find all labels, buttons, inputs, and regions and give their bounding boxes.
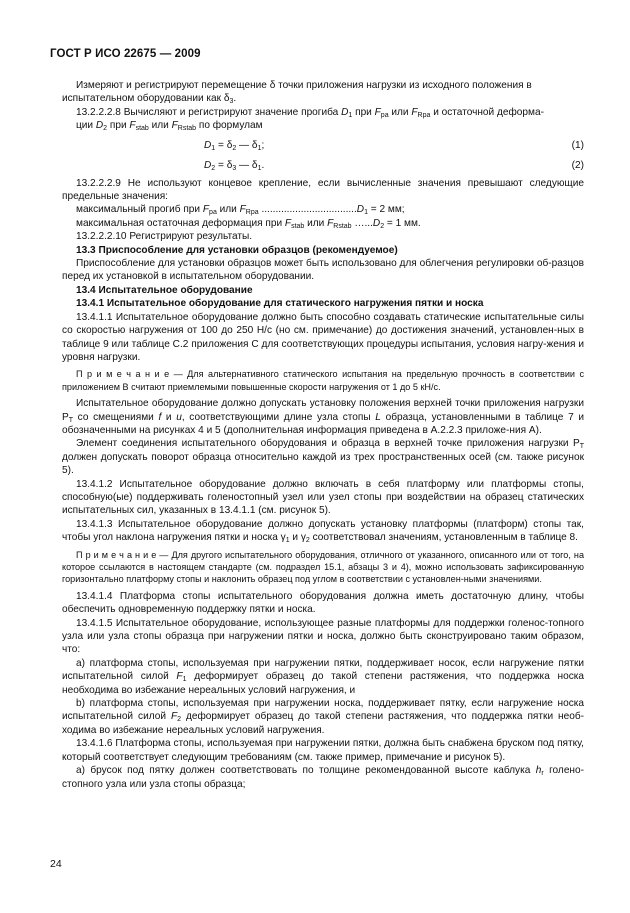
paragraph: Приспособление для установки образцов может быть использовано для облегчения регулировки об-разцов перед их установкой в испытательном оборудовании. <box>62 258 584 283</box>
paragraph: 13.4.1.2 Испытательное оборудование должно включать в себя платформу или платформы стопы, способную(ые) поддерживать голеностопный узел или узел стопы при воздействии на образец статических испытательных сил, указанных в 13.4.1.1 (см. рисунок 5). <box>62 478 584 517</box>
list-item: а) брусок под пятку должен соответствовать по толщине рекомендованной высоте каблука $h_r$ голено-стопного узла или узла стопы образца; <box>62 765 584 790</box>
paragraph: 13.4.1.5 Испытательное оборудование, использующее разные платформы для поддержки голенос-топного узла или узла стопы образца при нагружении пятки и носка, должно быть сконструировано таким образом, что: <box>62 617 584 656</box>
paragraph: 13.4.1.1 Испытательное оборудование должно быть способно создавать статические испытательные силы со скоростью нагружения от 100 до 250 Н/с (но см. примечание) до достижения значений, установлен-ных в таблице 9 или таблице С.2 приложения С для соответствующих процедуры испытания, условия нагру-жения и уровня нагрузки. <box>62 311 584 363</box>
list-item: а) платформа стопы, используемая при нагружении пятки, поддерживает носок, если нагружение пятки испытательной силой $F_1$ деформирует образец до такой степени растяжения, что поддержка носка необходима во избежание нереальных условий нагружения, и <box>62 657 584 696</box>
formula-2: $D_2 = \delta_3$ — $\delta_1$. (2) <box>204 159 584 172</box>
section-heading: 13.4 Испытательное оборудование <box>76 284 253 296</box>
paragraph: Элемент соединения испытательного оборудования и образца в верхней точке приложения нагрузки $Р_T$ должен допускать поворот образца относительно каждой из трех пространственных осей (см. также рисунок 5). <box>62 438 584 477</box>
paragraph: 13.2.2.2.9 Не используют концевое крепление, если вычисленные значения превышают следующие предельные значения: <box>62 177 584 203</box>
limit-line: максимальная остаточная деформация при $F_{stab}$ или $F_{Rstab}$ $\dots...D_2 = 1$ мм. <box>76 217 421 230</box>
paragraph: 13.2.2.2.10 Регистрируют результаты. <box>76 231 253 243</box>
paragraph: испытательном оборудовании как $\delta_3$. <box>62 93 237 106</box>
paragraph: Испытательное оборудование должно допускать установку положения верхней точки приложения нагрузки $Р_T$ со смещениями f и u, соответствующими длине узла стопы L образца, установленными в таблице 7 и обозначенными на рисунках 4 и 5 (дополнительная информация приведена в А.2.2.3 приложе-ния А). <box>62 398 584 436</box>
formula-1: $D_1 = \delta_2$ — $\delta_1$; (1) <box>204 139 584 152</box>
formula-number: (1) <box>571 139 584 151</box>
limit-line: максимальный прогиб при $F_{pa}$ или $F_{Rpa}$ $..................................D_1 = 2$ мм; <box>76 204 405 217</box>
paragraph: 13.4.1.6 Платформа стопы, используемая при нагружении пятки, должна быть снабжена бруском под пятку, который соответствует следующим требованиям (см. также пример, примечание и рисунок 5). <box>62 738 584 763</box>
section-heading: 13.4.1 Испытательное оборудование для статического нагружения пятки и носка <box>76 298 484 310</box>
formula-number: (2) <box>571 159 584 171</box>
section-heading: 13.3 Приспособление для установки образцов (рекомендуемое) <box>76 244 398 256</box>
page-number: 24 <box>50 858 62 870</box>
paragraph: 13.2.2.2.8 Вычисляют и регистрируют значение прогиба $D_1$ при $F_{pa}$ или $F_{Rpa}$ и остаточной деформа- <box>76 106 544 119</box>
note: П р и м е ч а н и е — Для другого испытательного оборудования, отличного от указанного, описанного или от того, на которое ссылаются в настоящем стандарте (см. подраздел 15.1, абзацы 3 и 4), можно использовать зафиксированную горизонтально платформу стопы и наклонить образец под углом в соответствии с установлен-ными значениями. <box>62 549 585 585</box>
paragraph: 13.4.1.4 Платформа стопы испытательного оборудования должна иметь достаточную длину, чтобы обеспечить одновременную поддержку пятки и носка. <box>62 590 584 616</box>
standard-header: ГОСТ Р ИСО 22675 — 2009 <box>50 48 201 60</box>
list-item: b) платформа стопы, используемая при нагружении носка, поддерживает пятку, если нагружение носка испытательной силой $F_2$ деформирует образец до такой степени растяжения, что поддержка пятки необ-ходима во избежание нереальных условий нагружения. <box>62 698 584 736</box>
paragraph: Измеряют и регистрируют перемещение δ точки приложения нагрузки из исходного положения в <box>76 80 532 91</box>
page-body <box>62 79 584 791</box>
paragraph: 13.4.1.3 Испытательное оборудование должно допускать установку платформы (платформ) стопы так, чтобы угол наклона нагружения пятки и носка $\gamma_1$ и $\gamma_2$ соответствовал значениям, установленным в таблице 8. <box>62 518 584 545</box>
paragraph: ции $D_2$ при $F_{stab}$ или $F_{Rstab}$ по формулам <box>76 120 263 133</box>
note: П р и м е ч а н и е — Для альтернативного статического испытания на предельную прочность в соответствии с приложением В считают приемлемыми повышенные скорости нагружения от 1 до 5 кН/с. <box>62 369 584 392</box>
